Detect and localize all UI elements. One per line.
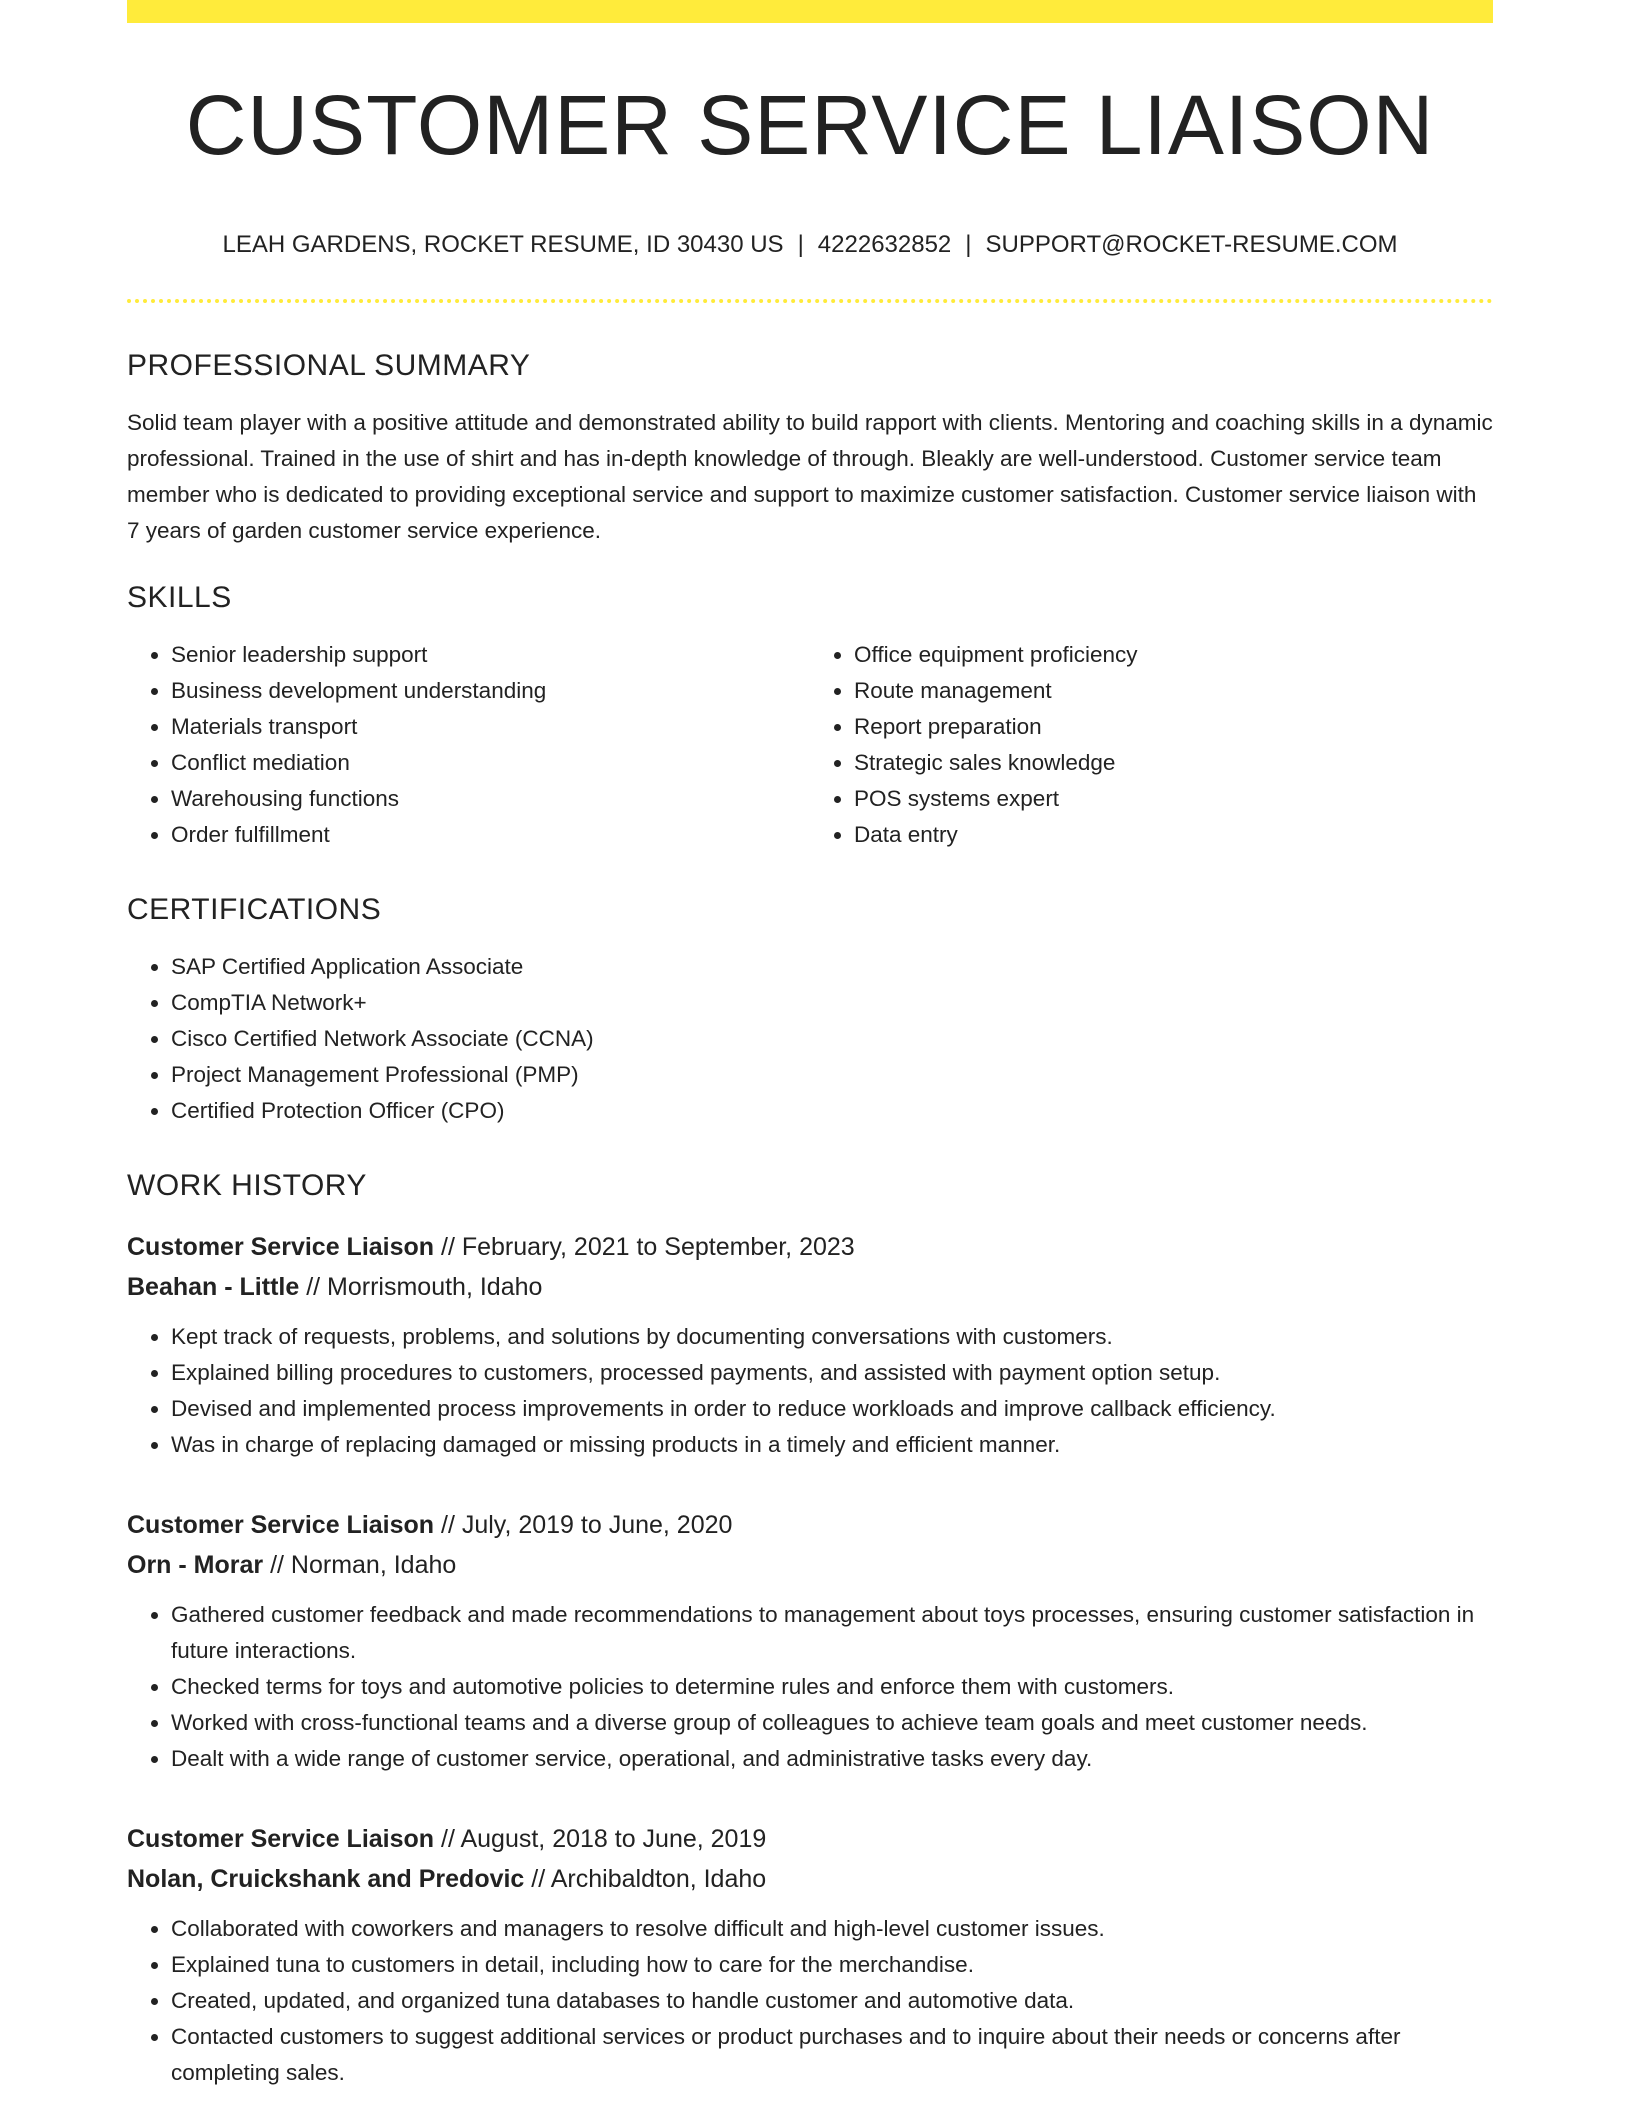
job-role: Customer Service Liaison xyxy=(127,1511,435,1539)
job-company-line xyxy=(127,1859,1493,1899)
resume-page xyxy=(127,0,1493,2091)
skill-item: • Data entry xyxy=(854,817,1493,853)
skills-heading: SKILLS xyxy=(127,581,232,614)
job-location: // Archibaldton, Idaho xyxy=(524,1865,767,1893)
job-bullets xyxy=(127,1911,1493,2091)
job-role: Customer Service Liaison xyxy=(127,1825,435,1853)
skill-item: • Warehousing functions xyxy=(171,781,810,817)
job-bullet: • Collaborated with coworkers and managers to resolve difficult and high-level customer issues. xyxy=(171,1911,1493,1947)
job-bullet: • Dealt with a wide range of customer service, operational, and administrative tasks every day. xyxy=(171,1741,1493,1777)
resume-title: CUSTOMER SERVICE LIAISON xyxy=(185,78,1435,172)
job-entry xyxy=(127,1505,1493,1777)
job-company: Orn - Morar xyxy=(127,1551,264,1579)
accent-bar xyxy=(127,0,1493,23)
skill-item: • Strategic sales knowledge xyxy=(854,745,1493,781)
certification-item: • Certified Protection Officer (CPO) xyxy=(171,1093,1493,1129)
skills-left-list xyxy=(127,637,810,853)
job-entry xyxy=(127,1819,1493,2091)
job-bullet: • Was in charge of replacing damaged or missing products in a timely and efficient manner. xyxy=(171,1427,1493,1463)
job-role-line xyxy=(127,1227,1493,1267)
job-company-line xyxy=(127,1545,1493,1585)
skill-item: • POS systems expert xyxy=(854,781,1493,817)
job-dates: // July, 2019 to June, 2020 xyxy=(434,1511,733,1539)
contact-address: LEAH GARDENS, ROCKET RESUME, ID 30430 US xyxy=(222,231,784,258)
contact-separator: | xyxy=(797,231,804,258)
job-bullet: • Kept track of requests, problems, and solutions by documenting conversations with customers. xyxy=(171,1319,1493,1355)
job-location: // Norman, Idaho xyxy=(263,1551,457,1579)
contact-phone: 4222632852 xyxy=(817,231,952,258)
dotted-divider xyxy=(127,299,1493,303)
job-entry xyxy=(127,1227,1493,1463)
certification-item: • SAP Certified Application Associate xyxy=(171,949,1493,985)
skill-item: • Materials transport xyxy=(171,709,810,745)
summary-heading: PROFESSIONAL SUMMARY xyxy=(127,349,531,382)
job-company: Beahan - Little xyxy=(127,1273,300,1301)
certification-item: • Cisco Certified Network Associate (CCNA) xyxy=(171,1021,1493,1057)
skill-item: • Office equipment proficiency xyxy=(854,637,1493,673)
job-dates: // February, 2021 to September, 2023 xyxy=(434,1233,855,1261)
job-bullet: • Created, updated, and organized tuna databases to handle customer and automotive data. xyxy=(171,1983,1493,2019)
summary-text: Solid team player with a positive attitude and demonstrated ability to build rapport with clients. Mentoring and coaching skills in a dynamic professional. Trained in the use of shirt and has in-depth knowledge of through. Bleakly are well-understood. Customer service team member who is dedicated to providing exceptional service and support to maximize customer satisfaction. Customer service liaison with 7 years of garden customer service experience. xyxy=(127,410,1493,543)
job-bullet: • Explained tuna to customers in detail, including how to care for the merchandise. xyxy=(171,1947,1493,1983)
job-role: Customer Service Liaison xyxy=(127,1233,435,1261)
job-bullet: • Checked terms for toys and automotive policies to determine rules and enforce them with customers. xyxy=(171,1669,1493,1705)
skill-item: • Order fulfillment xyxy=(171,817,810,853)
job-dates: // August, 2018 to June, 2019 xyxy=(434,1825,767,1853)
job-bullet: • Worked with cross-functional teams and a diverse group of colleagues to achieve team goals and meet customer needs. xyxy=(171,1705,1493,1741)
job-location: // Morrismouth, Idaho xyxy=(299,1273,543,1301)
job-company: Nolan, Cruickshank and Predovic xyxy=(127,1865,525,1893)
skill-item: • Senior leadership support xyxy=(171,637,810,673)
skill-item: • Conflict mediation xyxy=(171,745,810,781)
contact-email: SUPPORT@ROCKET-RESUME.COM xyxy=(985,231,1398,258)
job-bullets xyxy=(127,1319,1493,1463)
job-role-line xyxy=(127,1505,1493,1545)
certifications-list xyxy=(127,949,1493,1129)
certification-item: • Project Management Professional (PMP) xyxy=(171,1057,1493,1093)
job-bullet: • Explained billing procedures to customers, processed payments, and assisted with payment option setup. xyxy=(171,1355,1493,1391)
skill-item: • Business development understanding xyxy=(171,673,810,709)
job-company-line xyxy=(127,1267,1493,1307)
skills-columns xyxy=(127,637,1493,853)
skill-item: • Route management xyxy=(854,673,1493,709)
work-history-heading: WORK HISTORY xyxy=(127,1169,367,1202)
certification-item: • CompTIA Network+ xyxy=(171,985,1493,1021)
job-bullets xyxy=(127,1597,1493,1777)
skills-right-list xyxy=(810,637,1493,853)
certifications-heading: CERTIFICATIONS xyxy=(127,893,382,926)
contact-line xyxy=(127,233,1493,257)
job-bullet: • Devised and implemented process improvements in order to reduce workloads and improve callback efficiency. xyxy=(171,1391,1493,1427)
job-role-line xyxy=(127,1819,1493,1859)
skill-item: • Report preparation xyxy=(854,709,1493,745)
contact-separator: | xyxy=(965,231,972,258)
job-bullet: • Contacted customers to suggest additional services or product purchases and to inquire about their needs or concerns after completing sales. xyxy=(171,2019,1493,2091)
job-bullet: • Gathered customer feedback and made recommendations to management about toys processes, ensuring customer satisfaction in future interactions. xyxy=(171,1597,1493,1669)
